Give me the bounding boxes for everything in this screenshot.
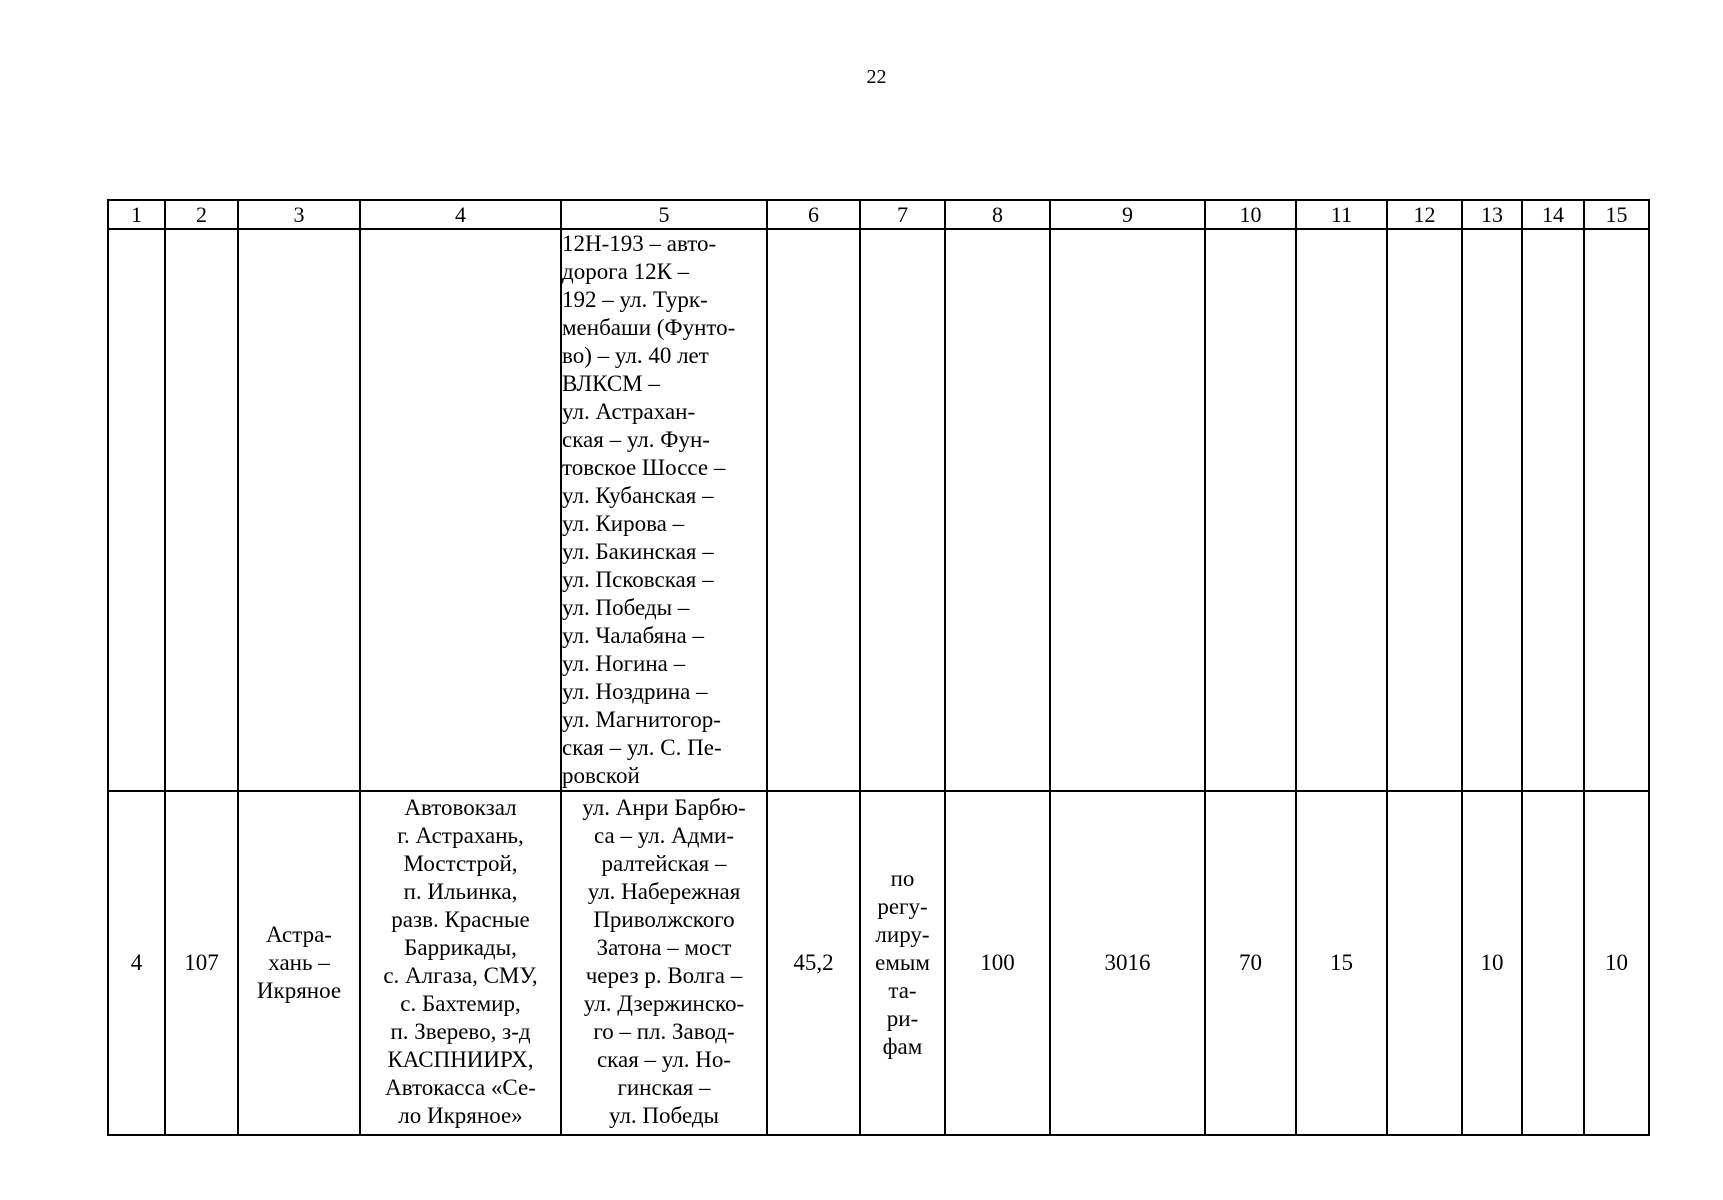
fare-type: по регу- лиру- емым та- ри- фам	[860, 791, 945, 1135]
cell-col-8: 100	[945, 791, 1050, 1135]
route-table	[107, 199, 1650, 1136]
table-row-continuation	[108, 229, 1649, 791]
column-header-10: 10	[1205, 200, 1296, 229]
cell	[238, 229, 360, 791]
column-header-1: 1	[108, 200, 165, 229]
cell	[860, 229, 945, 791]
cell	[1387, 229, 1462, 791]
column-header-15: 15	[1584, 200, 1649, 229]
cell	[945, 229, 1050, 791]
cell	[767, 229, 860, 791]
route-length: 45,2	[767, 791, 860, 1135]
column-header-12: 12	[1387, 200, 1462, 229]
route-name: Астра- хань – Икряное	[238, 791, 360, 1135]
cell-col-13: 10	[1462, 791, 1522, 1135]
cell	[1522, 229, 1584, 791]
cell	[360, 229, 561, 791]
cell-col-11: 15	[1296, 791, 1387, 1135]
cell-col-14	[1522, 791, 1584, 1135]
column-header-11: 11	[1296, 200, 1387, 229]
column-header-7: 7	[860, 200, 945, 229]
column-header-14: 14	[1522, 200, 1584, 229]
route-path: ул. Анри Барбю- са – ул. Адми- ралтейская – ул. Набережная Приволжского Затона – мост через р. Волга – ул. Дзержинско- го – пл. Завод- ская – ул. Но- гинская – ул. Победы	[561, 791, 767, 1135]
cell-col-9: 3016	[1050, 791, 1205, 1135]
route-number: 107	[165, 791, 238, 1135]
cell-col-15: 10	[1584, 791, 1649, 1135]
route-path-continuation: 12Н-193 – авто- дорога 12К – 192 – ул. Турк- менбаши (Фунто- во) – ул. 40 лет ВЛКСМ – ул. Астрахан- ская – ул. Фун- товское Шоссе – ул. Кубанская – ул. Кирова – ул. Бакинская – ул. Псковская – ул. Победы – ул. Чалабяна – ул. Ногина – ул. Ноздрина – ул. Магнитогор- ская – ул. С. Пе- ровской	[561, 229, 767, 791]
cell	[108, 229, 165, 791]
cell	[165, 229, 238, 791]
route-seq-number: 4	[108, 791, 165, 1135]
page-number: 22	[866, 66, 887, 88]
cell	[1205, 229, 1296, 791]
cell	[1462, 229, 1522, 791]
column-header-4: 4	[360, 200, 561, 229]
column-header-2: 2	[165, 200, 238, 229]
cell	[1296, 229, 1387, 791]
column-header-5: 5	[561, 200, 767, 229]
column-header-3: 3	[238, 200, 360, 229]
cell	[1584, 229, 1649, 791]
column-header-13: 13	[1462, 200, 1522, 229]
column-header-6: 6	[767, 200, 860, 229]
cell	[1050, 229, 1205, 791]
route-stops: Автовокзал г. Астрахань, Мостстрой, п. Ильинка, разв. Красные Баррикады, с. Алгаза, СМУ, с. Бахтемир, п. Зверево, з-д КАСПНИИРХ, Автокасса «Се- ло Икряное»	[360, 791, 561, 1135]
table-row-route-107	[108, 791, 1649, 1135]
column-number-row	[108, 200, 1649, 229]
cell-col-12	[1387, 791, 1462, 1135]
cell-col-10: 70	[1205, 791, 1296, 1135]
column-header-9: 9	[1050, 200, 1205, 229]
column-header-8: 8	[945, 200, 1050, 229]
